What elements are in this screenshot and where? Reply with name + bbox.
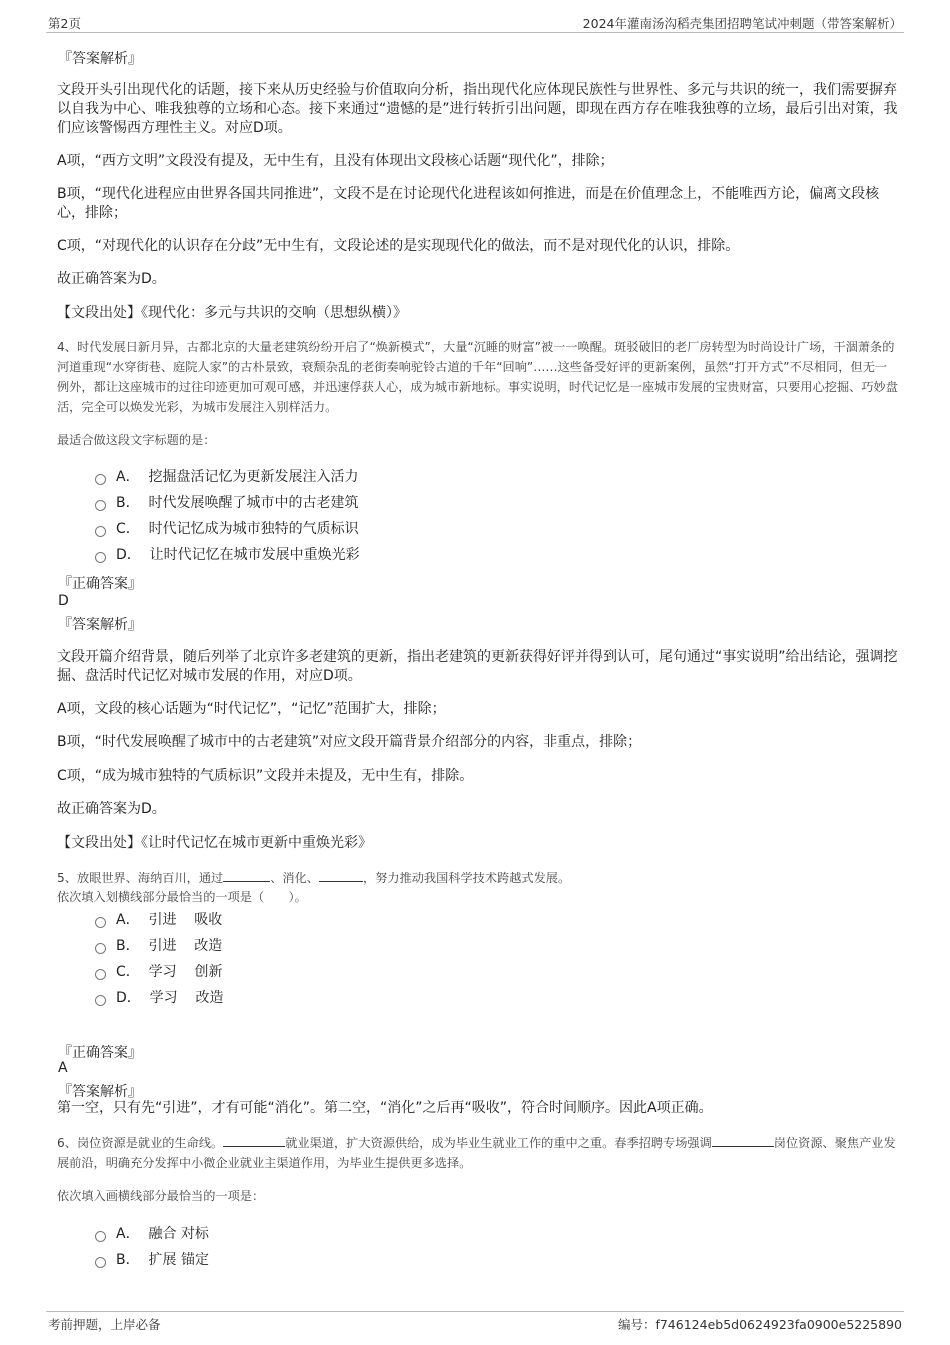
q4-option-d[interactable]: D． 让时代记忆在城市发展中重焕光彩 (95, 545, 360, 565)
q4-option-c[interactable]: C． 时代记忆成为城市独特的气质标识 (95, 519, 359, 539)
radio-icon[interactable] (95, 1257, 106, 1268)
q3-analysis-label: 『答案解析』 (58, 51, 142, 67)
radio-icon[interactable] (95, 917, 106, 928)
q4-source: 【文段出处】《让时代记忆在城市更新中重焕光彩》 (57, 835, 372, 851)
q4-correct-answer: D (58, 593, 69, 609)
q3-source: 【文段出处】《现代化：多元与共识的交响（思想纵横）》 (57, 305, 407, 321)
q6-question: 依次填入画横线部分最恰当的一项是： (57, 1189, 265, 1203)
q4-option-a[interactable]: A． 挖掘盘活记忆为更新发展注入活力 (95, 467, 358, 487)
q6-option-a[interactable]: A． 融合 对标 (95, 1224, 209, 1244)
q4-analysis-label: 『答案解析』 (58, 617, 142, 633)
q3-option-a-analysis: A项，“西方文明”文段没有提及，无中生有，且没有体现出文段核心话题“现代化”，排除； (57, 153, 614, 169)
q4-stem: 4、时代发展日新月异，古都北京的大量老建筑纷纷开启了“焕新模式”，大量“沉睡的财富”被一一唤醒。斑驳破旧的老厂房转型为时尚设计广场，干涸萧条的河道重现“水穿街巷、庭院人家”的古朴景致，衰颓杂乱的老街奏响驼铃古道的千年“回响”……这些备受好评的更新案例，虽然“打开方式”不尽相同，但无一例外，都让这座城市的过往印迹更加可观可感，并迅速俘获人心，成为城市新地标。事实说明，时代记忆是一座城市发展的宝贵财富，只要用心挖掘、巧妙盘活，完全可以焕发光彩，为城市发展注入别样活力。 (57, 340, 898, 414)
q5-analysis-text: 第一空，只有先“引进”，才有可能“消化”。第二空，“消化”之后再“吸收”，符合时间顺序。因此A项正确。 (57, 1100, 713, 1116)
page-footer (46, 1311, 904, 1332)
document-title: 2024年灌南汤沟稻壳集团招聘笔试冲刺题（带答案解析） (582, 16, 902, 31)
blank-line (223, 869, 270, 882)
q4-option-a-analysis: A项，文段的核心话题为“时代记忆”，“记忆”范围扩大，排除； (57, 701, 446, 717)
q3-option-b-analysis: B项，“现代化进程应由世界各国共同推进”，文段不是在讨论现代化进程该如何推进，而是在价值理念上，不能唯西方论，偏离文段核心，排除； (57, 186, 880, 221)
radio-icon[interactable] (95, 1231, 106, 1242)
q3-option-c-analysis: C项，“对现代化的认识存在分歧”无中生有，文段论述的是实现现代化的做法，而不是对现代化的认识，排除。 (57, 238, 740, 254)
radio-icon[interactable] (95, 943, 106, 954)
radio-icon[interactable] (95, 995, 106, 1006)
q4-question: 最适合做这段文字标题的是： (57, 433, 216, 447)
q5-option-d[interactable]: D． 学习 改造 (95, 988, 223, 1008)
q4-conclusion: 故正确答案为D。 (57, 801, 166, 817)
q6-option-b[interactable]: B． 扩展 锚定 (95, 1250, 209, 1270)
page-number: 第2页 (48, 16, 81, 31)
q4-option-c-analysis: C项，“成为城市独特的气质标识”文段并未提及，无中生有，排除。 (57, 768, 474, 784)
q5-option-b[interactable]: B． 引进 改造 (95, 936, 222, 956)
q5-correct-answer: A (58, 1060, 68, 1076)
q4-correct-label: 『正确答案』 (58, 576, 142, 592)
radio-icon[interactable] (95, 969, 106, 980)
q5-option-a[interactable]: A． 引进 吸收 (95, 910, 222, 930)
q4-option-b[interactable]: B． 时代发展唤醒了城市中的古老建筑 (95, 493, 359, 513)
q3-analysis-text: 文段开头引出现代化的话题，接下来从历史经验与价值取向分析，指出现代化应体现民族性与世界性、多元与共识的统一，我们需要摒弃以自我为中心、唯我独尊的立场和心态。接下来通过“遗憾的是”进行转折引出问题，即现在西方存在唯我独尊的立场，最后引出对策，我们应该警惕西方理性主义。对应D项。 (57, 82, 898, 136)
radio-icon[interactable] (95, 552, 106, 563)
q4-analysis-text: 文段开篇介绍背景，随后列举了北京许多老建筑的更新，指出老建筑的更新获得好评并得到认可，尾句通过“事实说明”给出结论，强调挖掘、盘活时代记忆对城市发展的作用，对应D项。 (57, 649, 898, 684)
document-code: 编号：f746124eb5d0624923fa0900e5225890 (617, 1317, 902, 1332)
page-header (46, 12, 904, 33)
q5-correct-label: 『正确答案』 (58, 1045, 142, 1061)
q5-analysis-label: 『答案解析』 (58, 1084, 142, 1100)
radio-icon[interactable] (95, 526, 106, 537)
footer-slogan: 考前押题，上岸必备 (48, 1317, 161, 1332)
blank-line (712, 1134, 774, 1147)
q6-stem: 6、岗位资源是就业的生命线。 就业渠道，扩大资源供给，成为毕业生就业工作的重中之重。春季招聘专场强调 岗位资源、聚焦产业发展前沿，明确充分发挥中小微企业就业主渠道作用，为毕业生提供更多选择。 (57, 1136, 896, 1170)
q5-option-c[interactable]: C． 学习 创新 (95, 962, 222, 982)
blank-line (223, 1134, 285, 1147)
q3-conclusion: 故正确答案为D。 (57, 271, 166, 287)
radio-icon[interactable] (95, 474, 106, 485)
q5-question: 依次填入划横线部分最恰当的一项是（ ）。 (57, 890, 307, 904)
blank-line (319, 869, 363, 882)
q5-stem: 5、放眼世界、海纳百川，通过 、消化、 ，努力推动我国科学技术跨越式发展。 (57, 871, 571, 885)
q4-option-b-analysis: B项，“时代发展唤醒了城市中的古老建筑”对应文段开篇背景介绍部分的内容，非重点，排除； (57, 734, 642, 750)
radio-icon[interactable] (95, 500, 106, 511)
